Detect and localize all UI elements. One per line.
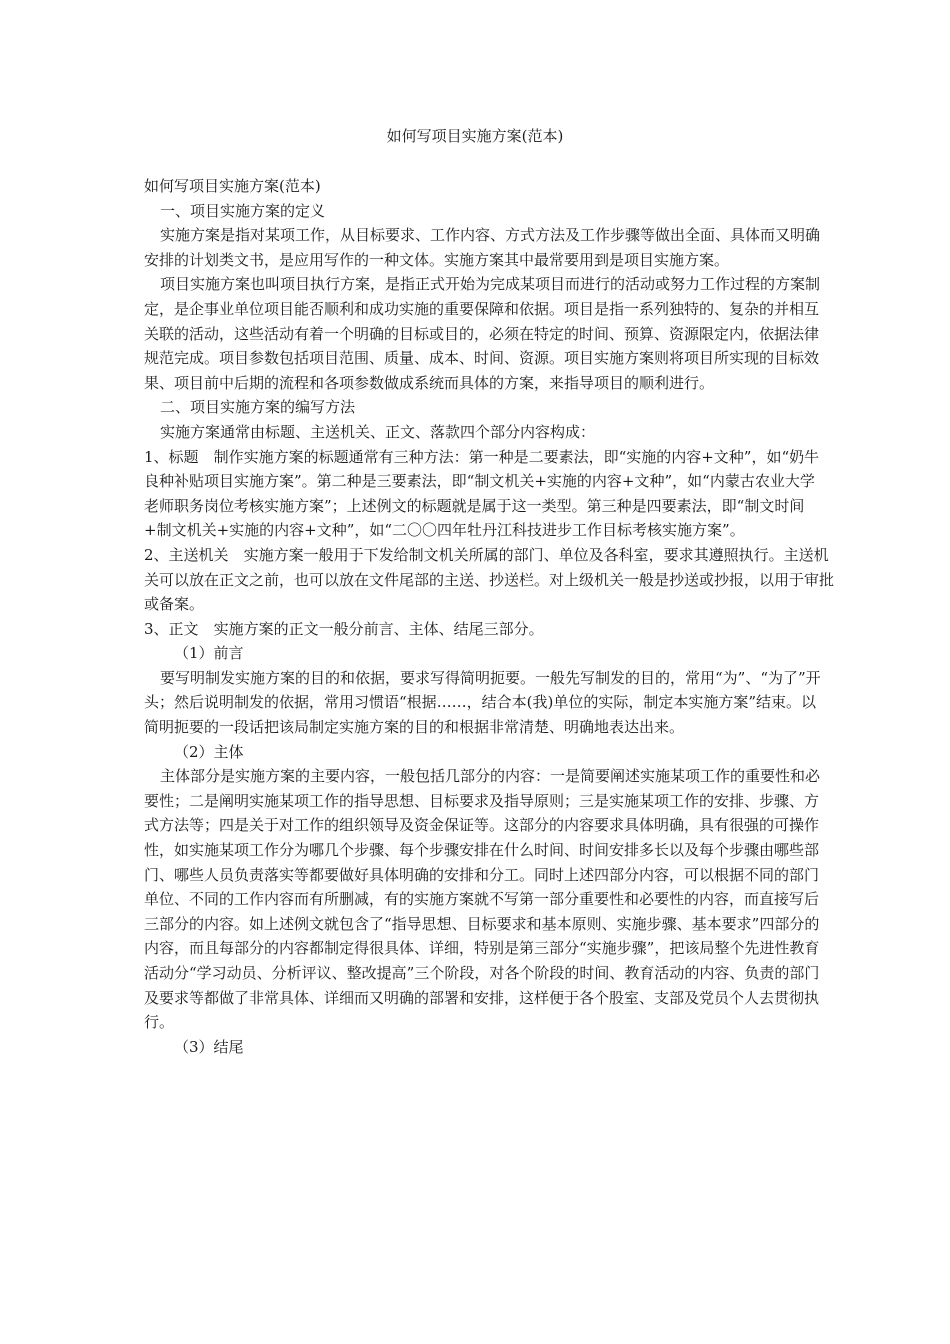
section-1-title: 一、项目实施方案的定义 bbox=[160, 201, 326, 220]
subsection-ending-title: （3）结尾 bbox=[174, 1037, 244, 1056]
paragraph-execution-plan: 项目实施方案也叫项目执行方案，是指正式开始为完成某项目而进行的活动或努力工作过程的方案制定，是企事业单位项目能否顺利和成功实施的重要保障和依据。项目是指一系列独特的、复杂的并相互关联的活动，这些活动有着一个明确的目标或目的，必须在特定的时间、预算、资源限定内，依据法律规范完成。项目参数包括项目范围、质量、成本、时间、资源。项目实施方案则将项目所实现的目标效果、项目前中后期的流程和各项参数做成系统而具体的方案，来指导项目的顺利进行。 bbox=[144, 275, 821, 392]
document-title: 如何写项目实施方案(范本) bbox=[386, 127, 564, 145]
item-title-label: 1、标题 bbox=[144, 447, 199, 466]
subsection-preface-text: 要写明制发实施方案的目的和依据，要求写得简明扼要。一般先写制发的目的，常用“为”、“为了”开头；然后说明制发的依据，常用习惯语“根据……，结合本(我)单位的实际，制定本实施方案”结束。以简明扼要的一段话把该局制定实施方案的目的和根据非常清楚、明确地表达出来。 bbox=[144, 668, 821, 737]
paragraph-definition: 实施方案是指对某项工作，从目标要求、工作内容、方式方法及工作步骤等做出全面、具体而又明确安排的计划类文书，是应用写作的一种文体。实施方案其中最常要用到是项目实施方案。 bbox=[144, 226, 821, 269]
subsection-main-title: （2）主体 bbox=[174, 742, 244, 761]
subsection-preface-title: （1）前言 bbox=[174, 644, 244, 663]
item-body-label: 3、正文 bbox=[144, 619, 199, 638]
item-body bbox=[144, 617, 824, 642]
subsection-main-text: 主体部分是实施方案的主要内容，一般包括几部分的内容：一是简要阐述实施某项工作的重要性和必要性；二是阐明实施某项工作的指导思想、目标要求及指导原则；三是实施某项工作的安排、步骤、方式方法等；四是关于对工作的组织领导及资金保证等。这部分的内容要求具体明确，具有很强的可操作性，如实施某项工作分为哪几个步骤、每个步骤安排在什么时间、时间安排多长以及每个步骤由哪些部门、哪些人员负责落实等都要做好具体明确的安排和分工。同时上述四部分内容，可以根据不同的部门单位、不同的工作内容而有所删减，有的实施方案就不写第一部分重要性和必要性的内容，而直接写后三部分的内容。如上述例文就包含了“指导思想、目标要求和基本原则、实施步骤、基本要求”四部分的内容，而且每部分的内容都制定得很具体、详细，特别是第三部分“实施步骤”，把该局整个先进性教育活动分“学习动员、分析评议、整改提高”三个阶段，对各个阶段的时间、教育活动的内容、负责的部门及要求等都做了非常具体、详细而又明确的部署和安排，这样便于各个股室、支部及党员个人去贯彻执行。 bbox=[144, 767, 821, 1032]
document-body bbox=[144, 174, 835, 1059]
document-heading: 如何写项目实施方案(范本) bbox=[144, 177, 321, 195]
paragraph-structure: 实施方案通常由标题、主送机关、正文、落款四个部分内容构成： bbox=[160, 422, 596, 441]
item-recipient-label: 2、主送机关 bbox=[144, 545, 229, 564]
item-title bbox=[144, 445, 824, 543]
item-title-text: 制作实施方案的标题通常有三种方法：第一种是二要素法，即“实施的内容+文种”，如“奶牛良种补贴项目实施方案”。第二种是三要素法，即“制文机关+实施的内容+文种”，如“内蒙古农业大学老师职务岗位考核实施方案”；上述例文的标题就是属于这一类型。第三种是四要素法，即“制文时间+制文机关+实施的内容+文种”，如“二〇〇四年牡丹江科技进步工作目标考核实施方案”。 bbox=[144, 447, 820, 540]
item-recipient-text: 实施方案一般用于下发给制文机关所属的部门、单位及各科室，要求其遵照执行。主送机关可以放在正文之前，也可以放在文件尾部的主送、抄送栏。对上级机关一般是抄送或抄报，以用于审批或备案。 bbox=[144, 545, 835, 614]
item-body-text: 实施方案的正文一般分前言、主体、结尾三部分。 bbox=[213, 619, 544, 638]
item-recipient bbox=[144, 543, 836, 617]
section-2-title: 二、项目实施方案的编写方法 bbox=[160, 398, 356, 417]
